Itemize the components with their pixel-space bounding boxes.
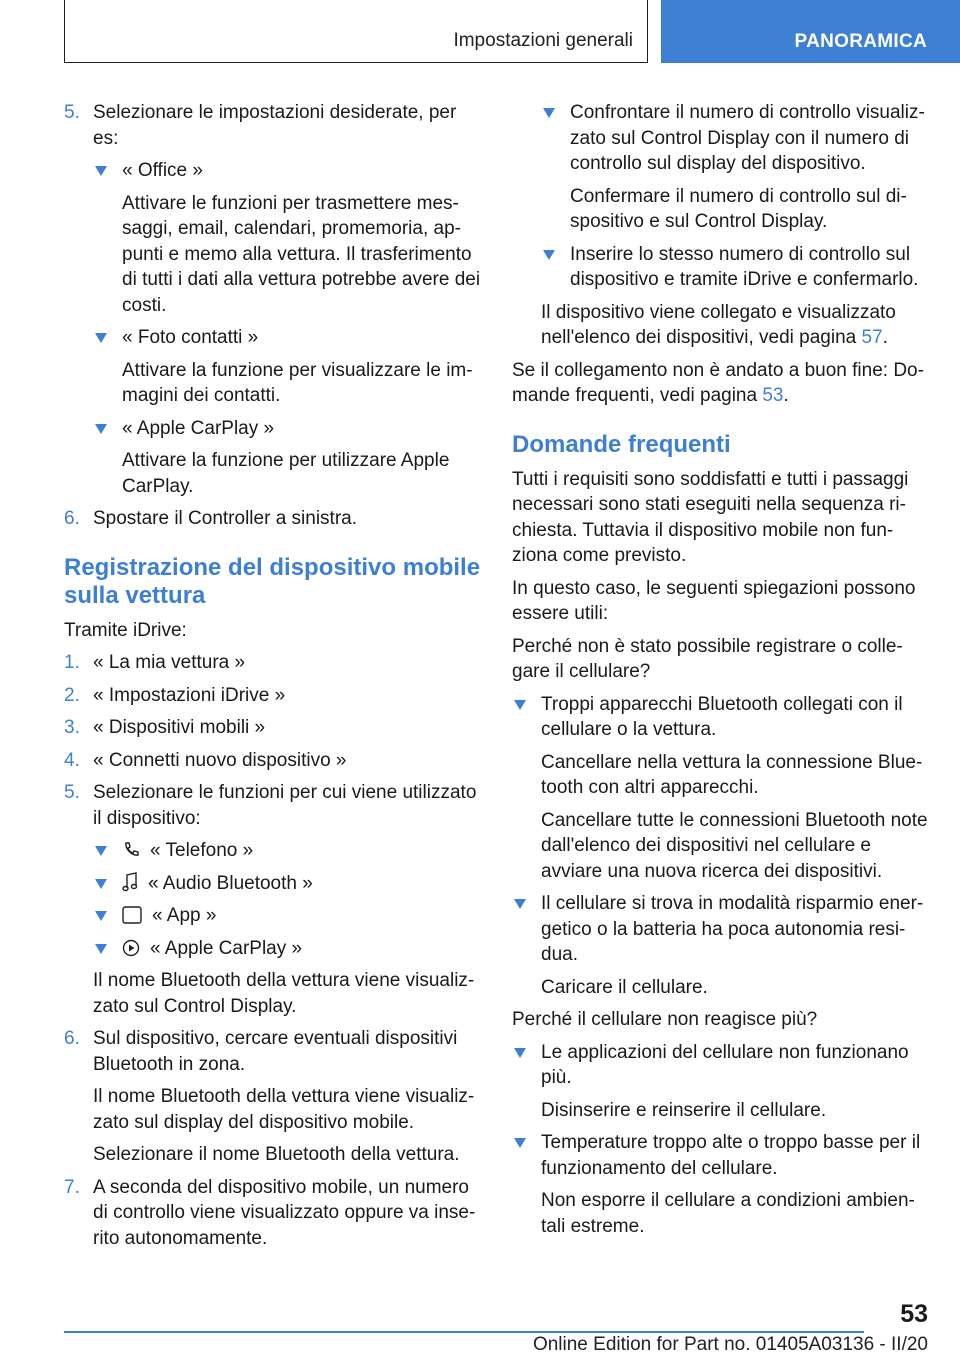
function-audio: « Audio Bluetooth »	[93, 871, 484, 897]
right-column: Confrontare il numero di controllo visualiz-zato sul Control Display con il numero di controllo sul display del dispositivo. Confermare il numero di controllo sul di-spositivo e sul Control Display. Inserire lo stesso numero di controllo sul dispositivo e tramite iDrive e confermarlo. Il dispositivo viene collegato e visualizzato nell'elenco dei dispositivi, vedi pagina 57. Se il collegamento non è andato a buon fine: Do-mande frequenti, vedi pagina 53. Domande frequenti Tutti i requisiti sono soddisfatti e tutti i passaggi necessari sono stati eseguiti nella sequenza ri-chiesta. Tuttavia il dispositivo mobile non fun-ziona come previsto. In questo caso, le seguenti spiegazioni possono essere utili: Perché non è stato possibile registrare o colle-gare il cellulare? Troppi apparecchi Bluetooth collegati con il cellulare o la vettura. Cancellare nella vettura la connessione Blue-tooth con altri apparecchi. Cancellare tutte le connessioni Bluetooth note dall'elenco dei dispositivi nel cellulare e avviare una nuova ricerca dei dispositivi. Il cellulare si trova in modalità risparmio ener-getico o la batteria ha poca autonomia resi-dua. Caricare il cellulare. Perché il cellulare non reagisce più? Le applicazioni del cellulare non funzionano più. Disinserire e reinserire il cellulare. Temperature troppo alte o troppo basse per il funzionamento del cellulare. Non esporre il cellulare a condizioni ambien-tali estreme.	[512, 100, 928, 1246]
failure-note: Se il collegamento non è andato a buon fine: Do-mande frequenti, vedi pagina 53.	[512, 359, 924, 406]
app-square-icon	[122, 906, 142, 924]
bullet-foto: « Foto contatti » Attivare la funzione per visualizzare le im-magini dei contatti.	[93, 325, 484, 409]
phone-icon	[122, 841, 140, 859]
reg-step-6: 6. Sul dispositivo, cercare eventuali dispositivi Bluetooth in zona. Il nome Bluetooth della vettura viene visualiz-zato sul display del dispositivo mobile. Selezionare il nome Bluetooth della vettura.	[64, 1028, 475, 1165]
reg-step-4: 4. « Connetti nuovo dispositivo »	[64, 749, 347, 771]
page-number: 53	[900, 1300, 928, 1328]
step-6: 6. Spostare il Controller a sinistra.	[64, 508, 357, 529]
section-box	[64, 0, 648, 63]
reg-step-3: 3. « Dispositivi mobili »	[64, 717, 266, 738]
music-note-icon	[122, 872, 138, 892]
reg-step-7: 7. A seconda del dispositivo mobile, un numero di controllo viene visualizzato oppure va inse-rito autonomamente.	[64, 1176, 476, 1249]
triangle-bullet-icon	[95, 879, 107, 889]
reg-step-2: 2. « Impostazioni iDrive »	[64, 684, 286, 706]
page-link-57[interactable]: 57	[861, 327, 883, 348]
connected-note: Il dispositivo viene collegato e visualizzato nell'elenco dei dispositivi, vedi pagina 57.	[541, 301, 896, 348]
faq-answer-2a: Le applicazioni del cellulare non funzionano più. Disinserire e reinserire il cellulare.	[512, 1040, 928, 1124]
bullet-carplay: « Apple CarPlay » Attivare la funzione per utilizzare Apple CarPlay.	[93, 416, 484, 500]
section-title: Impostazioni generali	[453, 30, 633, 51]
bullet-enter-code: Inserire lo stesso numero di controllo sul dispositivo e tramite iDrive e confermarlo.	[541, 242, 928, 293]
reg-step-1: 1. « La mia vettura »	[64, 652, 246, 673]
triangle-bullet-icon	[514, 899, 526, 909]
footer-divider	[64, 1331, 864, 1333]
chapter-tab	[661, 0, 960, 63]
triangle-bullet-icon	[543, 250, 555, 260]
triangle-bullet-icon	[543, 108, 555, 118]
page-header	[0, 0, 960, 66]
step-number: 5.	[64, 102, 80, 123]
triangle-bullet-icon	[95, 846, 107, 856]
triangle-bullet-icon	[95, 911, 107, 921]
triangle-bullet-icon	[95, 424, 107, 434]
play-circle-icon	[122, 939, 140, 957]
step-5	[64, 100, 484, 151]
faq-question-1: Perché non è stato possibile registrare o colle-gare il cellulare?	[512, 635, 903, 682]
section-heading: Registrazione del dispositivo mobile sulla vettura	[64, 553, 481, 609]
triangle-bullet-icon	[514, 1048, 526, 1058]
faq-heading: Domande frequenti	[512, 430, 731, 458]
function-carplay: « Apple CarPlay »	[93, 936, 484, 962]
bullet-office: « Office » Attivare le funzioni per trasmettere mes-saggi, email, calendari, promemoria, ap-punti e memo alla vettura. Il trasferimento di tutti i dati alla vettura potrebbe avere dei costi.	[93, 158, 484, 318]
function-app: « App »	[93, 903, 484, 929]
faq-answer-1b: Il cellulare si trova in modalità risparmio ener-getico o la batteria ha poca autonomia resi-dua. Caricare il cellulare.	[512, 891, 928, 1000]
function-phone: « Telefono »	[93, 838, 484, 864]
left-column: 5. Selezionare le impostazioni desiderate, per es: « Office » Attivare le funzioni per trasmettere mes-saggi, email, calendari, promemoria, ap-punti e memo alla vettura. Il trasferimento di tutti i dati alla vettura potrebbe avere dei costi. « Foto contatti » Attivare la funzione per visualizzare le im-magini dei contatti. « Apple CarPlay » Attivare la funzione per utilizzare Apple CarPlay. 6. Spostare il Controller a sinistra. Registrazione del dispositivo mobile sulla vettura Tramite iDrive: 1. « La mia vettura » 2. « Impostazioni iDrive » 3. « Dispositivi mobili » 4. « Connetti nuovo dispositivo » 5. Selezionare le funzioni per cui viene utilizzato il dispositivo: « Telefono » « Audio Bluetooth » « App » « Apple CarPlay » Il nome Bluetooth della vettura viene visualiz-zato sul Control Display. 6. Sul dispositivo, cercare eventuali dispositivi Bluetooth in zona. Il nome Bluetooth della vettura viene visualiz-zato sul display del dispositivo mobile. Selezionare il nome Bluetooth della vettura. 7. A seconda del dispositivo mobile, un numero di controllo viene visualizzato oppure va inse-rito autonomamente.	[64, 100, 484, 1258]
bullet-compare: Confrontare il numero di controllo visualiz-zato sul Control Display con il numero di controllo sul display del dispositivo. Confermare il numero di controllo sul di-spositivo e sul Control Display.	[541, 100, 928, 235]
faq-answer-2b: Temperature troppo alte o troppo basse per il funzionamento del cellulare. Non esporre il cellulare a condizioni ambien-tali estreme.	[512, 1130, 928, 1239]
step-text: Selezionare le impostazioni desiderate, per es:	[93, 102, 457, 149]
intro-text: Tramite iDrive:	[64, 619, 187, 641]
edition-note: Online Edition for Part no. 01405A03136 - II/20	[532, 1334, 928, 1355]
triangle-bullet-icon	[95, 944, 107, 954]
page-link-53[interactable]: 53	[762, 385, 784, 406]
triangle-bullet-icon	[95, 166, 107, 176]
triangle-bullet-icon	[514, 1138, 526, 1148]
triangle-bullet-icon	[95, 333, 107, 343]
triangle-bullet-icon	[514, 700, 526, 710]
reg-step-5: 5. Selezionare le funzioni per cui viene utilizzato il dispositivo:	[64, 782, 477, 829]
faq-question-2: Perché il cellulare non reagisce più?	[512, 1009, 818, 1030]
faq-answer-1a: Troppi apparecchi Bluetooth collegati con il cellulare o la vettura. Cancellare nella vettura la connessione Blue-tooth con altri apparecchi. Cancellare tutte le connessioni Bluetooth note dall'elenco dei dispositivi nel cellulare e avviare una nuova ricerca dei dispositivi.	[512, 692, 928, 885]
chapter-title: PANORAMICA	[794, 31, 927, 52]
